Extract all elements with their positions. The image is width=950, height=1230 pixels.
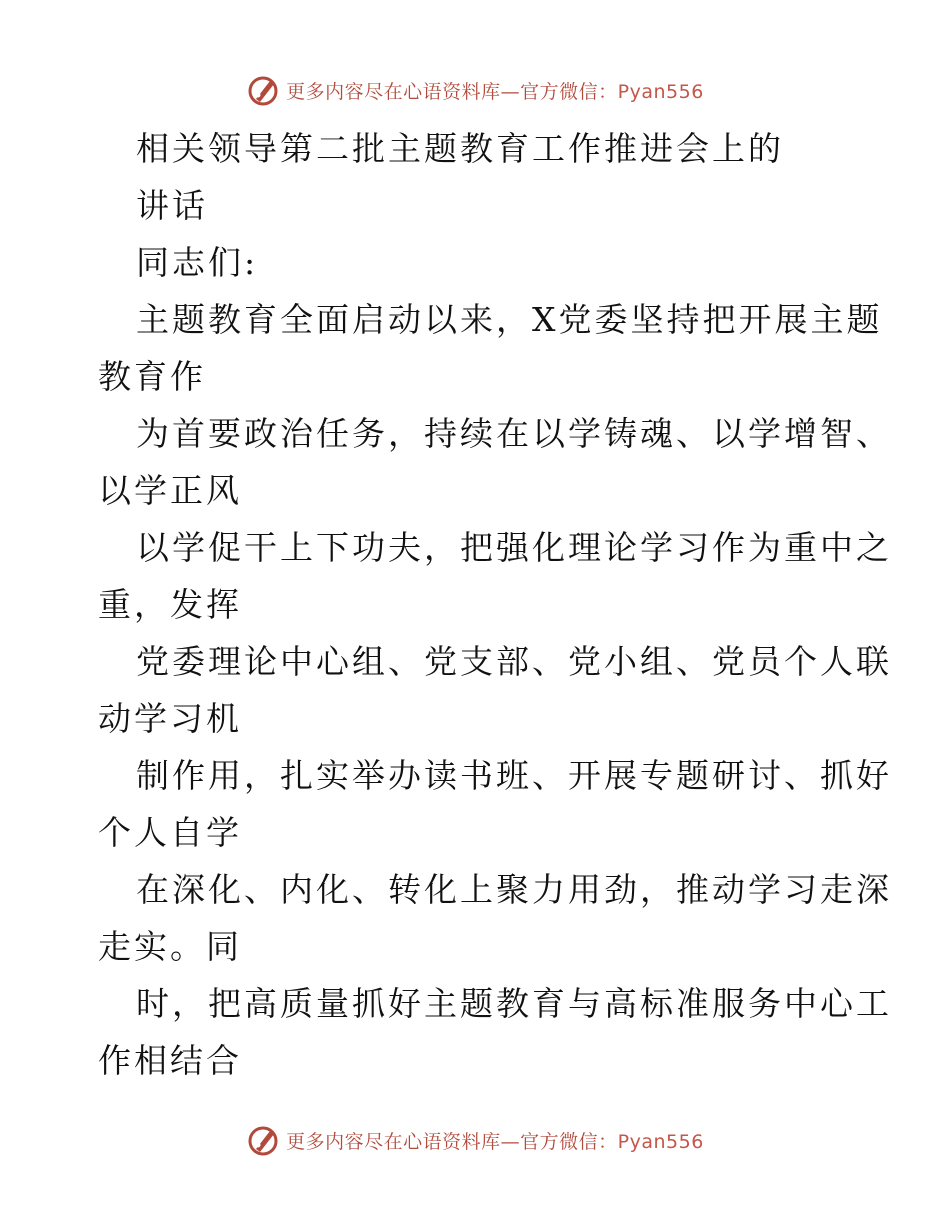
text-line: 相关领导第二批主题教育工作推进会上的 bbox=[136, 129, 784, 168]
text-line: 时，把高质量抓好主题教育与高标准服务中心工 bbox=[136, 984, 892, 1023]
banner-wechat-id: Pyan556 bbox=[617, 80, 704, 103]
text-line: 重，发挥 bbox=[98, 585, 242, 624]
banner-text bbox=[286, 77, 704, 104]
text-line: 以学促干上下功夫，把强化理论学习作为重中之 bbox=[136, 528, 892, 567]
banner-wechat-id: Pyan556 bbox=[617, 1130, 704, 1153]
text-line: 主题教育全面启动以来，X党委坚持把开展主题 bbox=[136, 300, 883, 339]
text-line: 教育作 bbox=[98, 357, 206, 396]
banner-slogan: 更多内容尽在心语资料库—官方微信： bbox=[286, 1130, 618, 1153]
text-line: 在深化、内化、转化上聚力用劲，推动学习走深 bbox=[136, 870, 892, 909]
text-line: 动学习机 bbox=[98, 699, 242, 738]
header-banner bbox=[0, 70, 950, 110]
text-line: 讲话 bbox=[136, 186, 208, 225]
pen-seal-icon bbox=[246, 73, 280, 107]
text-line: 同志们: bbox=[136, 243, 259, 282]
text-line: 党委理论中心组、党支部、党小组、党员个人联 bbox=[136, 642, 892, 681]
banner-slogan: 更多内容尽在心语资料库—官方微信： bbox=[286, 80, 618, 103]
text-line: 以学正风 bbox=[98, 471, 242, 510]
pen-seal-icon bbox=[246, 1123, 280, 1157]
banner-text bbox=[286, 1127, 704, 1154]
text-line: 作相结合 bbox=[98, 1041, 242, 1080]
text-line: 个人自学 bbox=[98, 813, 242, 852]
text-line: 制作用，扎实举办读书班、开展专题研讨、抓好 bbox=[136, 756, 892, 795]
document-body bbox=[98, 120, 892, 1089]
text-line: 为首要政治任务，持续在以学铸魂、以学增智、 bbox=[136, 414, 892, 453]
text-line: 走实。同 bbox=[98, 927, 242, 966]
footer-banner bbox=[0, 1120, 950, 1160]
